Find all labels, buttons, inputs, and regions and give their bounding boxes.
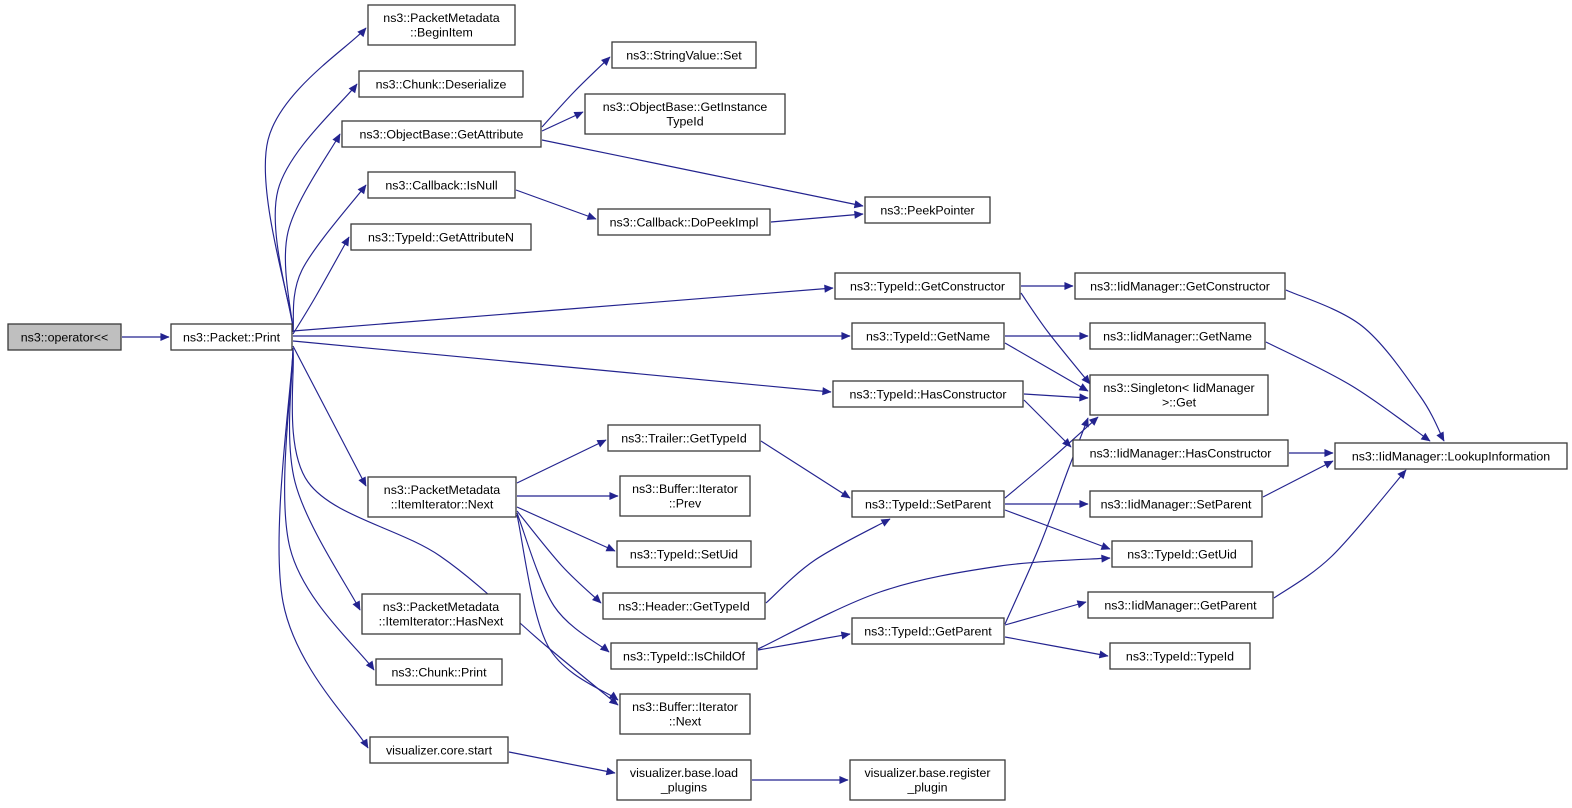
edge-hasconstructor-to-singleton [1024,394,1088,398]
node-label: ns3::Buffer::Iterator ::Prev [632,482,738,511]
edge-print-to-getattributen [293,237,349,334]
node-dopeek[interactable] [598,209,770,235]
node-label: ns3::IidManager::GetParent [1104,598,1257,613]
node-label: ns3::TypeId::TypeId [1125,649,1235,664]
node-label: ns3::IidManager::SetParent [1100,497,1252,512]
node-registerplugin[interactable] [850,760,1005,800]
edge-print-to-getconstructor [293,288,833,331]
node-label: visualizer.base.load _plugins [629,766,739,795]
node-label: ns3::Packet::Print [182,330,281,345]
edge-print-to-beginitem [265,28,366,326]
node-label: ns3::Callback::DoPeekImpl [609,215,759,230]
edge-corestart-to-loadplugins [509,752,615,773]
node-stringset[interactable] [612,42,756,68]
node-label: ns3::PeekPointer [880,203,975,218]
node-label: ns3::TypeId::SetUid [629,547,739,562]
edge-iidgetcon-to-lookup [1286,290,1444,441]
node-deserialize[interactable] [359,71,523,97]
node-trailergettid[interactable] [608,425,760,451]
edge-hasconstructor-to-iidhascon [1024,400,1071,447]
node-iternext[interactable] [368,477,516,517]
node-iidgetparent[interactable] [1088,592,1273,618]
node-bufnext[interactable] [620,694,750,734]
edge-getparent-to-iidgetparent [1005,602,1086,625]
node-label: ns3::TypeId::GetConstructor [850,279,1005,294]
node-corestart[interactable] [370,737,508,763]
node-iidgetname[interactable] [1090,323,1265,349]
node-label: ns3::Chunk::Deserialize [375,77,507,92]
node-iidgetcon[interactable] [1075,273,1285,299]
edge-getconstructor-to-singleton [1021,293,1090,384]
edge-getattribute-to-getinstance [542,112,583,131]
node-chunkprint[interactable] [376,659,502,685]
node-getinstance[interactable] [585,94,785,134]
node-label: ns3::TypeId::GetName [866,329,990,344]
edge-dopeek-to-peekpointer [771,214,863,222]
node-label: ns3::IidManager::GetName [1103,329,1252,344]
node-label: ns3::operator<< [20,330,109,345]
edge-getparent-to-tidtid [1005,637,1108,656]
node-iidsetparent[interactable] [1090,491,1262,517]
node-label: ns3::TypeId::IsChildOf [623,649,745,664]
edge-print-to-hasconstructor [293,341,831,392]
node-setparent[interactable] [852,491,1004,517]
node-label: ns3::PacketMetadata ::BeginItem [383,11,500,40]
node-tidtid[interactable] [1110,643,1250,669]
edge-iidgetname-to-lookup [1266,342,1430,441]
node-getattribute[interactable] [342,121,541,147]
node-getattributen[interactable] [351,224,531,250]
node-peekpointer[interactable] [865,197,990,223]
edge-iternext-to-ischildof [517,513,609,652]
node-getparent[interactable] [852,618,1004,644]
edge-isnull-to-dopeek [516,190,596,219]
node-label: ns3::TypeId::GetParent [864,624,992,639]
node-label: ns3::Trailer::GetTypeId [621,431,747,446]
node-label: ns3::Callback::IsNull [385,178,498,193]
node-label: ns3::TypeId::GetAttributeN [367,230,515,245]
node-label: visualizer.base.register _plugin [864,766,991,795]
node-label: ns3::TypeId::GetUid [1127,547,1237,562]
edge-print-to-chunkprint [285,349,374,670]
node-label: ns3::Buffer::Iterator ::Next [632,700,738,729]
node-label: ns3::IidManager::LookupInformation [1351,449,1551,464]
node-lookup[interactable] [1335,443,1567,469]
node-iidhascon[interactable] [1073,440,1288,466]
node-hasconstructor[interactable] [833,381,1023,407]
node-label: ns3::IidManager::GetConstructor [1090,279,1270,294]
node-label: ns3::IidManager::HasConstructor [1089,446,1272,461]
node-singleton[interactable] [1090,375,1268,415]
edge-trailergettid-to-setparent [761,441,850,498]
node-ischildof[interactable] [611,643,757,669]
node-label: ns3::ObjectBase::GetInstance TypeId [602,100,768,129]
nodes-layer [8,5,1567,800]
node-label: ns3::StringValue::Set [626,48,742,63]
node-label: ns3::Header::GetTypeId [618,599,750,614]
node-isnull[interactable] [368,172,515,198]
edge-headergettid-to-setparent [766,519,890,603]
node-hasnext[interactable] [362,594,520,634]
node-label: ns3::PacketMetadata ::ItemIterator::Next [383,483,501,512]
node-beginitem[interactable] [368,5,515,45]
edge-print-to-iternext [293,346,366,486]
node-label: ns3::PacketMetadata ::ItemIterator::HasNext [378,600,504,629]
edge-iternext-to-headergettid [517,511,601,603]
node-bufprev[interactable] [620,476,750,516]
edge-iidgetparent-to-lookup [1274,470,1406,598]
node-getname[interactable] [852,323,1004,349]
edge-getattribute-to-peekpointer [542,140,863,206]
node-setuid[interactable] [617,541,751,567]
edge-print-to-hasnext [290,348,360,610]
node-headergettid[interactable] [603,593,765,619]
node-loadplugins[interactable] [617,760,751,800]
node-operator[interactable] [8,324,121,350]
edge-iternext-to-trailergettid [517,440,606,483]
edge-print-to-isnull [293,185,366,332]
node-label: ns3::TypeId::HasConstructor [849,387,1007,402]
node-label: visualizer.core.start [385,743,493,758]
node-label: ns3::Chunk::Print [391,665,487,680]
node-getconstructor[interactable] [835,273,1020,299]
node-getuid[interactable] [1112,541,1252,567]
node-label: ns3::Singleton< IidManager >::Get [1103,381,1255,410]
node-label: ns3::TypeId::SetParent [864,497,992,512]
edge-print-to-bufnext [292,350,618,705]
node-print[interactable] [171,324,292,350]
node-label: ns3::ObjectBase::GetAttribute [359,127,524,142]
